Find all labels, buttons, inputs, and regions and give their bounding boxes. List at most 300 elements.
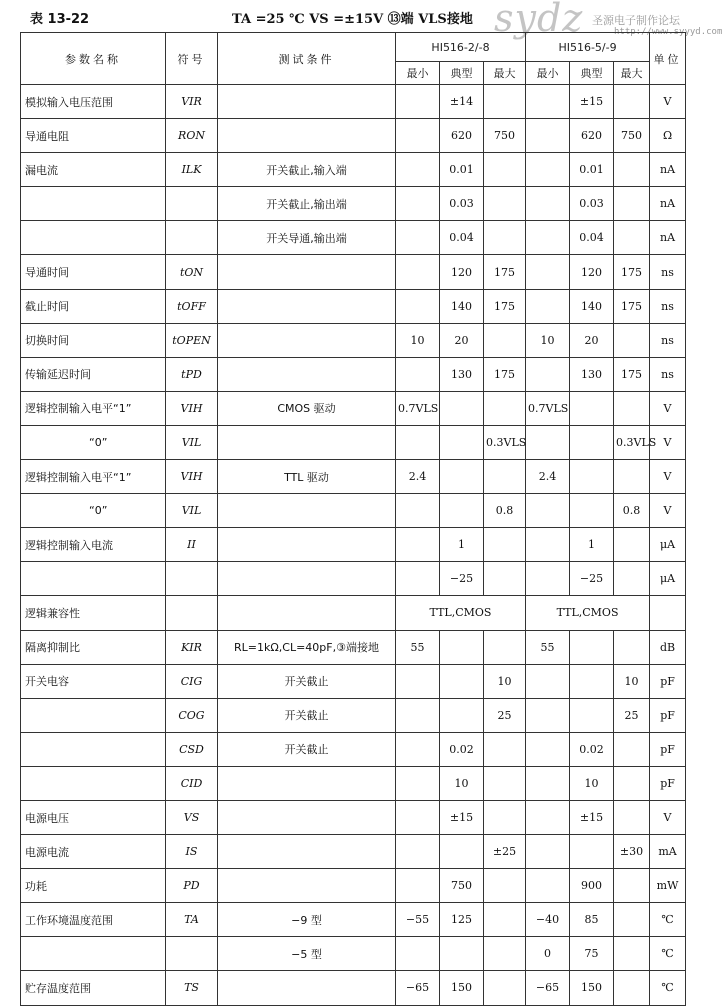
condition-cell xyxy=(218,494,396,528)
unit-cell: ns xyxy=(650,323,686,357)
value-cell-a-min xyxy=(396,255,440,289)
value-cell-a-max xyxy=(484,732,526,766)
table-body xyxy=(21,85,686,1006)
value-cell-b-max xyxy=(614,732,650,766)
condition-cell xyxy=(218,971,396,1005)
table-row xyxy=(21,698,686,732)
value-cell-a-max xyxy=(484,391,526,425)
value-cell-a-min xyxy=(396,153,440,187)
value-cell-a-max xyxy=(484,971,526,1005)
col-header-part-a: HI516-2/-8 xyxy=(396,33,526,62)
table-row xyxy=(21,562,686,596)
value-cell-b-typ: 10 xyxy=(570,766,614,800)
symbol-cell: CID xyxy=(166,766,218,800)
symbol-cell: VS xyxy=(166,800,218,834)
value-cell-b-min xyxy=(526,664,570,698)
value-cell-a-typ: 620 xyxy=(440,119,484,153)
table-number: 表 13-22 xyxy=(30,12,90,27)
condition-cell xyxy=(218,800,396,834)
unit-cell: Ω xyxy=(650,119,686,153)
unit-cell: ns xyxy=(650,357,686,391)
condition-cell xyxy=(218,357,396,391)
value-cell-b-max xyxy=(614,221,650,255)
value-cell-a-min: 0.7VLS xyxy=(396,391,440,425)
value-cell-b-typ: 900 xyxy=(570,869,614,903)
symbol-cell xyxy=(166,937,218,971)
value-cell-a-min xyxy=(396,835,440,869)
condition-cell xyxy=(218,869,396,903)
value-cell-b-min xyxy=(526,800,570,834)
value-cell-a-min xyxy=(396,869,440,903)
value-cell-a-typ xyxy=(440,937,484,971)
table-row xyxy=(21,494,686,528)
value-cell-b-typ: 140 xyxy=(570,289,614,323)
condition-cell: 开关导通,输出端 xyxy=(218,221,396,255)
value-cell-a-typ: 750 xyxy=(440,869,484,903)
condition-cell xyxy=(218,85,396,119)
value-cell-a-max xyxy=(484,903,526,937)
unit-cell: V xyxy=(650,800,686,834)
value-cell-b-typ xyxy=(570,460,614,494)
table-row xyxy=(21,289,686,323)
value-cell-a-min xyxy=(396,937,440,971)
param-name-cell: 逻辑控制输入电平“1” xyxy=(21,391,166,425)
value-cell-a-min xyxy=(396,528,440,562)
condition-cell: 开关截止 xyxy=(218,698,396,732)
value-cell-a-typ: 0.04 xyxy=(440,221,484,255)
value-cell-a-max xyxy=(484,630,526,664)
value-cell-a-typ: 20 xyxy=(440,323,484,357)
value-cell-b-max xyxy=(614,391,650,425)
value-cell-b-max: 750 xyxy=(614,119,650,153)
value-cell-a-typ xyxy=(440,698,484,732)
value-cell-b-max xyxy=(614,85,650,119)
unit-cell: nA xyxy=(650,187,686,221)
param-name-cell: 电源电压 xyxy=(21,800,166,834)
condition-cell: −5 型 xyxy=(218,937,396,971)
value-cell-a-max xyxy=(484,460,526,494)
value-cell-b-max: 0.8 xyxy=(614,494,650,528)
unit-cell: dB xyxy=(650,630,686,664)
value-cell-b-min xyxy=(526,85,570,119)
symbol-cell xyxy=(166,187,218,221)
unit-cell: pF xyxy=(650,732,686,766)
test-conditions: TA =25 ℃ VS =±15V ⑬端 VLS接地 xyxy=(232,12,473,27)
value-cell-b-max: 175 xyxy=(614,289,650,323)
value-cell-a-min: 2.4 xyxy=(396,460,440,494)
value-cell-a-max: 10 xyxy=(484,664,526,698)
table-row xyxy=(21,255,686,289)
value-cell-b-max: 175 xyxy=(614,357,650,391)
condition-cell xyxy=(218,835,396,869)
compat-b-cell: TTL,CMOS xyxy=(526,596,650,630)
param-name-cell: 逻辑兼容性 xyxy=(21,596,166,630)
value-cell-b-min: −40 xyxy=(526,903,570,937)
unit-cell: ℃ xyxy=(650,903,686,937)
condition-cell xyxy=(218,289,396,323)
value-cell-b-typ: 120 xyxy=(570,255,614,289)
value-cell-b-max xyxy=(614,562,650,596)
value-cell-b-min xyxy=(526,187,570,221)
value-cell-b-max xyxy=(614,460,650,494)
condition-cell: TTL 驱动 xyxy=(218,460,396,494)
value-cell-a-min xyxy=(396,357,440,391)
value-cell-a-max xyxy=(484,800,526,834)
value-cell-b-min xyxy=(526,766,570,800)
symbol-cell: TS xyxy=(166,971,218,1005)
unit-cell: ns xyxy=(650,289,686,323)
symbol-cell: tPD xyxy=(166,357,218,391)
param-name-cell xyxy=(21,698,166,732)
value-cell-b-typ: 85 xyxy=(570,903,614,937)
value-cell-b-typ: 620 xyxy=(570,119,614,153)
value-cell-a-typ: 130 xyxy=(440,357,484,391)
value-cell-a-min xyxy=(396,221,440,255)
table-row xyxy=(21,357,686,391)
value-cell-b-typ: 1 xyxy=(570,528,614,562)
value-cell-b-typ xyxy=(570,835,614,869)
table-row xyxy=(21,903,686,937)
value-cell-b-max xyxy=(614,971,650,1005)
value-cell-b-min xyxy=(526,119,570,153)
unit-cell: ℃ xyxy=(650,937,686,971)
col-header-a-min: 最小 xyxy=(396,62,440,85)
value-cell-b-max: 25 xyxy=(614,698,650,732)
symbol-cell xyxy=(166,562,218,596)
value-cell-b-min: −65 xyxy=(526,971,570,1005)
value-cell-b-max: 0.3VLS xyxy=(614,425,650,459)
symbol-cell: KIR xyxy=(166,630,218,664)
value-cell-b-min xyxy=(526,562,570,596)
condition-cell xyxy=(218,562,396,596)
value-cell-b-typ xyxy=(570,630,614,664)
symbol-cell: ILK xyxy=(166,153,218,187)
value-cell-b-max xyxy=(614,869,650,903)
table-row xyxy=(21,528,686,562)
value-cell-b-typ: 130 xyxy=(570,357,614,391)
value-cell-a-min xyxy=(396,289,440,323)
value-cell-a-min xyxy=(396,85,440,119)
value-cell-a-typ xyxy=(440,835,484,869)
unit-cell xyxy=(650,596,686,630)
condition-cell: 开关截止,输入端 xyxy=(218,153,396,187)
value-cell-a-max xyxy=(484,766,526,800)
param-name-cell: 传输延迟时间 xyxy=(21,357,166,391)
value-cell-a-max: 0.3VLS xyxy=(484,425,526,459)
unit-cell: ℃ xyxy=(650,971,686,1005)
param-name-cell xyxy=(21,187,166,221)
value-cell-a-min xyxy=(396,562,440,596)
value-cell-a-typ: 10 xyxy=(440,766,484,800)
unit-cell: μA xyxy=(650,562,686,596)
col-header-a-max: 最大 xyxy=(484,62,526,85)
value-cell-b-max: 175 xyxy=(614,255,650,289)
value-cell-b-max xyxy=(614,528,650,562)
unit-cell: pF xyxy=(650,766,686,800)
value-cell-a-max: 25 xyxy=(484,698,526,732)
value-cell-a-min xyxy=(396,732,440,766)
value-cell-b-typ: 0.03 xyxy=(570,187,614,221)
value-cell-a-min: 10 xyxy=(396,323,440,357)
unit-cell: V xyxy=(650,85,686,119)
value-cell-a-typ: −25 xyxy=(440,562,484,596)
value-cell-a-max: 175 xyxy=(484,289,526,323)
param-name-cell: 贮存温度范围 xyxy=(21,971,166,1005)
col-header-unit: 单位 xyxy=(650,33,686,85)
value-cell-a-min: −55 xyxy=(396,903,440,937)
watermark-forum: 圣源电子制作论坛 xyxy=(592,14,680,27)
value-cell-a-min xyxy=(396,425,440,459)
condition-cell xyxy=(218,323,396,357)
unit-cell: pF xyxy=(650,664,686,698)
condition-cell xyxy=(218,596,396,630)
col-header-symbol: 符号 xyxy=(166,33,218,85)
symbol-cell: PD xyxy=(166,869,218,903)
param-name-cell: 导通电阻 xyxy=(21,119,166,153)
value-cell-a-typ: 120 xyxy=(440,255,484,289)
value-cell-b-min xyxy=(526,255,570,289)
value-cell-a-typ: 150 xyxy=(440,971,484,1005)
watermark-url: http://www.syyyd.com xyxy=(614,27,722,37)
value-cell-b-typ: 0.01 xyxy=(570,153,614,187)
value-cell-b-typ: 150 xyxy=(570,971,614,1005)
value-cell-a-typ: 0.02 xyxy=(440,732,484,766)
symbol-cell: tOPEN xyxy=(166,323,218,357)
value-cell-a-max xyxy=(484,937,526,971)
watermark-logo: sydz xyxy=(494,0,584,40)
param-name-cell: 逻辑控制输入电平“1” xyxy=(21,460,166,494)
param-name-cell: 截止时间 xyxy=(21,289,166,323)
symbol-cell: TA xyxy=(166,903,218,937)
col-header-b-min: 最小 xyxy=(526,62,570,85)
condition-cell: 开关截止 xyxy=(218,664,396,698)
col-header-part-b: HI516-5/-9 xyxy=(526,33,650,62)
value-cell-b-min xyxy=(526,494,570,528)
table-row xyxy=(21,221,686,255)
condition-cell xyxy=(218,766,396,800)
symbol-cell xyxy=(166,221,218,255)
table-row xyxy=(21,153,686,187)
condition-cell xyxy=(218,255,396,289)
unit-cell: μA xyxy=(650,528,686,562)
value-cell-b-max: 10 xyxy=(614,664,650,698)
value-cell-a-min xyxy=(396,187,440,221)
param-name-cell: 电源电流 xyxy=(21,835,166,869)
value-cell-b-min xyxy=(526,698,570,732)
value-cell-b-max xyxy=(614,187,650,221)
value-cell-a-min xyxy=(396,119,440,153)
value-cell-a-typ: 0.01 xyxy=(440,153,484,187)
value-cell-b-max xyxy=(614,323,650,357)
condition-cell: 开关截止 xyxy=(218,732,396,766)
value-cell-a-max xyxy=(484,528,526,562)
param-name-cell xyxy=(21,732,166,766)
param-name-cell: 隔离抑制比 xyxy=(21,630,166,664)
param-name-cell: 开关电容 xyxy=(21,664,166,698)
value-cell-b-typ: 0.04 xyxy=(570,221,614,255)
param-name-cell xyxy=(21,937,166,971)
value-cell-b-min xyxy=(526,528,570,562)
value-cell-a-min: −65 xyxy=(396,971,440,1005)
table-row xyxy=(21,800,686,834)
table-row xyxy=(21,732,686,766)
value-cell-b-typ: 75 xyxy=(570,937,614,971)
condition-cell: CMOS 驱动 xyxy=(218,391,396,425)
value-cell-b-max xyxy=(614,153,650,187)
param-name-cell: 逻辑控制输入电流 xyxy=(21,528,166,562)
table-row xyxy=(21,971,686,1005)
unit-cell: ns xyxy=(650,255,686,289)
table-row xyxy=(21,391,686,425)
param-name-cell: 漏电流 xyxy=(21,153,166,187)
param-name-cell xyxy=(21,221,166,255)
param-name-cell: 模拟输入电压范围 xyxy=(21,85,166,119)
value-cell-b-max xyxy=(614,903,650,937)
table-row xyxy=(21,766,686,800)
symbol-cell: RON xyxy=(166,119,218,153)
condition-cell: RL=1kΩ,CL=40pF,③端接地 xyxy=(218,630,396,664)
symbol-cell: II xyxy=(166,528,218,562)
unit-cell: nA xyxy=(650,221,686,255)
symbol-cell: tOFF xyxy=(166,289,218,323)
value-cell-a-max xyxy=(484,187,526,221)
table-row xyxy=(21,460,686,494)
symbol-cell: VIR xyxy=(166,85,218,119)
value-cell-a-max xyxy=(484,323,526,357)
value-cell-a-typ xyxy=(440,630,484,664)
value-cell-b-typ xyxy=(570,664,614,698)
value-cell-a-typ xyxy=(440,494,484,528)
value-cell-a-min xyxy=(396,800,440,834)
value-cell-b-typ xyxy=(570,698,614,732)
value-cell-b-max: ±30 xyxy=(614,835,650,869)
condition-cell: 开关截止,输出端 xyxy=(218,187,396,221)
value-cell-a-typ xyxy=(440,425,484,459)
table-row xyxy=(21,664,686,698)
param-name-cell xyxy=(21,766,166,800)
table-row xyxy=(21,630,686,664)
unit-cell: mA xyxy=(650,835,686,869)
table-row xyxy=(21,425,686,459)
value-cell-b-typ xyxy=(570,425,614,459)
symbol-cell xyxy=(166,596,218,630)
param-name-cell: 切换时间 xyxy=(21,323,166,357)
symbol-cell: VIL xyxy=(166,494,218,528)
value-cell-b-typ: ±15 xyxy=(570,800,614,834)
symbol-cell: CIG xyxy=(166,664,218,698)
value-cell-b-min: 0 xyxy=(526,937,570,971)
value-cell-b-min xyxy=(526,732,570,766)
value-cell-b-min: 0.7VLS xyxy=(526,391,570,425)
table-row xyxy=(21,119,686,153)
unit-cell: pF xyxy=(650,698,686,732)
table-row xyxy=(21,869,686,903)
unit-cell: V xyxy=(650,494,686,528)
value-cell-a-typ xyxy=(440,664,484,698)
value-cell-a-typ: 125 xyxy=(440,903,484,937)
table-row xyxy=(21,596,686,630)
value-cell-b-min: 2.4 xyxy=(526,460,570,494)
value-cell-a-max: 750 xyxy=(484,119,526,153)
value-cell-a-min xyxy=(396,664,440,698)
value-cell-a-max: 175 xyxy=(484,357,526,391)
symbol-cell: VIH xyxy=(166,460,218,494)
table-row xyxy=(21,85,686,119)
value-cell-a-max xyxy=(484,221,526,255)
value-cell-b-min xyxy=(526,289,570,323)
symbol-cell: VIH xyxy=(166,391,218,425)
compat-a-cell: TTL,CMOS xyxy=(396,596,526,630)
symbol-cell: CSD xyxy=(166,732,218,766)
condition-cell: −9 型 xyxy=(218,903,396,937)
value-cell-b-max xyxy=(614,937,650,971)
value-cell-b-typ: 20 xyxy=(570,323,614,357)
value-cell-a-typ xyxy=(440,460,484,494)
value-cell-b-typ: ±15 xyxy=(570,85,614,119)
value-cell-a-max: 0.8 xyxy=(484,494,526,528)
value-cell-a-max xyxy=(484,85,526,119)
value-cell-b-typ: −25 xyxy=(570,562,614,596)
param-name-cell: “0” xyxy=(21,425,166,459)
value-cell-a-min xyxy=(396,494,440,528)
param-name-cell xyxy=(21,562,166,596)
value-cell-a-max: ±25 xyxy=(484,835,526,869)
value-cell-b-min: 10 xyxy=(526,323,570,357)
symbol-cell: tON xyxy=(166,255,218,289)
condition-cell xyxy=(218,528,396,562)
table-row xyxy=(21,835,686,869)
value-cell-b-min xyxy=(526,869,570,903)
value-cell-a-min: 55 xyxy=(396,630,440,664)
value-cell-b-min xyxy=(526,425,570,459)
value-cell-b-min xyxy=(526,835,570,869)
value-cell-a-typ xyxy=(440,391,484,425)
spec-table xyxy=(20,32,686,1006)
col-header-a-typ: 典型 xyxy=(440,62,484,85)
col-header-name: 参数名称 xyxy=(21,33,166,85)
value-cell-a-typ: 0.03 xyxy=(440,187,484,221)
value-cell-b-min xyxy=(526,357,570,391)
param-name-cell: 工作环境温度范围 xyxy=(21,903,166,937)
symbol-cell: VIL xyxy=(166,425,218,459)
value-cell-b-max xyxy=(614,630,650,664)
param-name-cell: 导通时间 xyxy=(21,255,166,289)
symbol-cell: COG xyxy=(166,698,218,732)
value-cell-a-min xyxy=(396,698,440,732)
symbol-cell: IS xyxy=(166,835,218,869)
value-cell-b-min xyxy=(526,221,570,255)
col-header-b-max: 最大 xyxy=(614,62,650,85)
unit-cell: nA xyxy=(650,153,686,187)
value-cell-a-typ: ±14 xyxy=(440,85,484,119)
value-cell-a-typ: 140 xyxy=(440,289,484,323)
table-row xyxy=(21,323,686,357)
table-row xyxy=(21,937,686,971)
value-cell-a-typ: 1 xyxy=(440,528,484,562)
value-cell-b-max xyxy=(614,800,650,834)
value-cell-a-max: 175 xyxy=(484,255,526,289)
col-header-b-typ: 典型 xyxy=(570,62,614,85)
value-cell-b-typ xyxy=(570,391,614,425)
value-cell-a-max xyxy=(484,869,526,903)
value-cell-a-min xyxy=(396,766,440,800)
unit-cell: V xyxy=(650,460,686,494)
param-name-cell: 功耗 xyxy=(21,869,166,903)
table-row xyxy=(21,187,686,221)
value-cell-b-min: 55 xyxy=(526,630,570,664)
param-name-cell: “0” xyxy=(21,494,166,528)
value-cell-a-typ: ±15 xyxy=(440,800,484,834)
